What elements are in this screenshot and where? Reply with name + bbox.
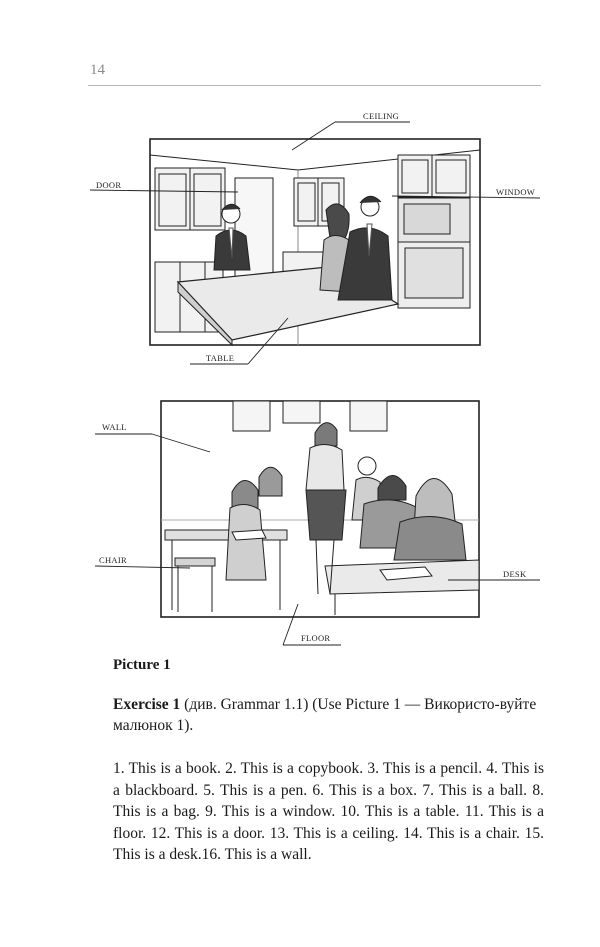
- picture-caption: Picture 1: [113, 657, 171, 673]
- exercise-text: 1. This is a book. 2. This is a copybook. 3. This is a pencil. 4. This is a blackboard. 5. This is a pen. 6. This is a box. 7. This is a ball. 8. This is a bag. 9. This is a window. 10. This is a table. 11. This is a floor. 12. This is a door. 13. This is a ceiling. 14. This is a chair. 15. This is a desk.16. This is a wall.: [113, 760, 544, 863]
- label-wall: WALL: [102, 422, 127, 432]
- exercise-heading: [113, 694, 543, 736]
- label-table: TABLE: [206, 353, 235, 363]
- exercise-instruction: (див. Grammar 1.1) (Use Picture 1 — Використо-вуйте малюнок 1).: [113, 696, 537, 734]
- label-chair: CHAIR: [99, 555, 127, 565]
- label-window: WINDOW: [496, 187, 536, 197]
- page-number: 14: [90, 62, 105, 78]
- exercise-title: Exercise 1: [113, 696, 181, 713]
- label-desk: DESK: [503, 569, 527, 579]
- label-ceiling: CEILING: [363, 111, 400, 121]
- label-door: DOOR: [96, 180, 122, 190]
- label-floor: FLOOR: [301, 633, 331, 643]
